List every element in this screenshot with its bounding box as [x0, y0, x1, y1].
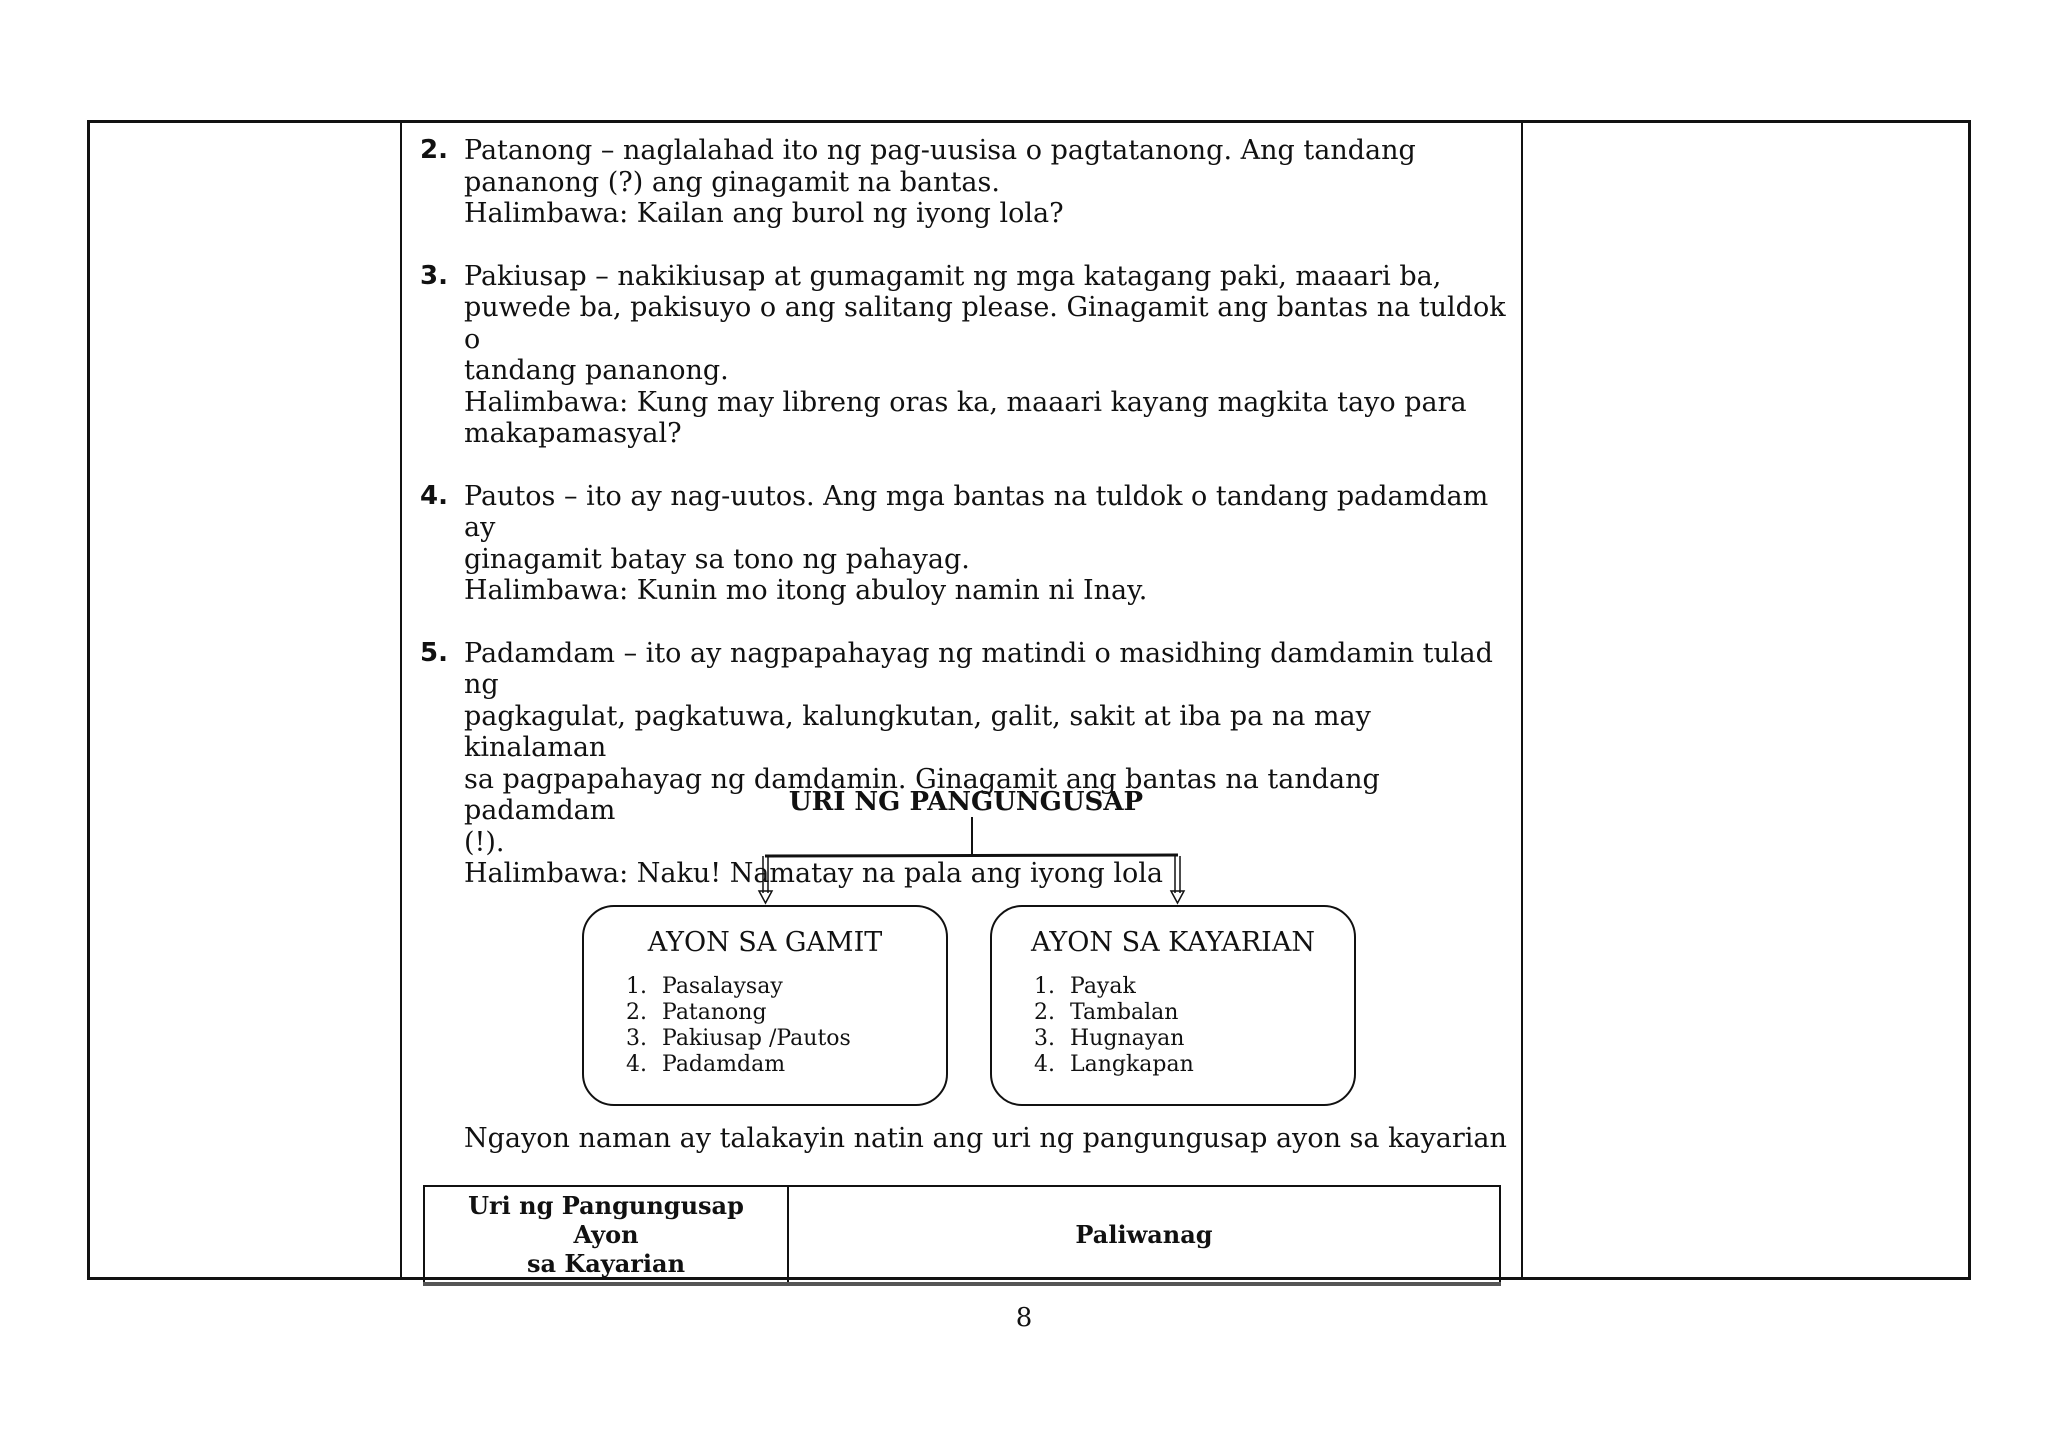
list-item: 1. Pasalaysay [654, 974, 946, 1000]
item-line: puwede ba, pakisuyo o ang salitang please. Ginagamit ang bantas na tuldok o [464, 292, 1506, 355]
list-item: 2. Tambalan [1062, 1000, 1354, 1026]
diagram-title: URI NG PANGUNGUSAP [788, 787, 1144, 817]
list-item: 3. Pakiusap /Pautos [654, 1026, 946, 1052]
transition-text: Ngayon naman ay talakayin natin ang uri ng pangungusap ayon sa kayarian [464, 1123, 1507, 1154]
item-line: Padamdam – ito ay nagpapahayag ng matindi o masidhing damdamin tulad ng [464, 637, 1493, 700]
list-item: 3. Hugnayan [1062, 1026, 1354, 1052]
box-title: AYON SA KAYARIAN [1031, 927, 1315, 958]
item-example: makapamasyal? [464, 418, 682, 449]
item-line: ginagamit batay sa tono ng pahayag. [464, 543, 970, 575]
table-header-row [424, 1186, 1500, 1284]
diagram-connector [420, 815, 1512, 905]
item-line: Pakiusap – nakikiusap at gumagamit ng mga katagang paki, maaari ba, [464, 260, 1442, 292]
item-line: Patanong – naglalahad ito ng pag-uusisa o pagtatanong. Ang tandang [464, 135, 1416, 166]
item-example: Halimbawa: Naku! Namatay na pala ang iyong lola [464, 858, 1164, 889]
column-divider-left [400, 123, 402, 1277]
item-line: sa pagpapahayag ng damdamin. Ginagamit ang bantas na tandang padamdam [464, 763, 1380, 826]
box-title: AYON SA GAMIT [647, 927, 883, 958]
list-item: 2. Patanong [654, 1000, 946, 1026]
list-item-patanong [420, 135, 1512, 230]
table-header-uri: Uri ng Pangungusap Ayon sa Kayarian [424, 1186, 788, 1284]
arrow-down-icon [759, 891, 772, 903]
item-line: tandang pananong. [464, 355, 729, 386]
item-number: 2. [420, 135, 448, 165]
item-number: 5. [420, 637, 448, 668]
item-line: pananong (?) ang ginagamit na bantas. [464, 166, 1000, 198]
column-divider-right [1521, 123, 1523, 1277]
item-line: pagkagulat, pagkatuwa, kalungkutan, galit, sakit at iba pa na may kinalaman [464, 700, 1371, 763]
table-header-paliwanag: Paliwanag [788, 1186, 1500, 1284]
item-number: 4. [420, 480, 448, 511]
list-item: 4. Langkapan [1062, 1052, 1354, 1078]
content-column [420, 135, 1512, 1278]
item-example: Halimbawa: Kunin mo itong abuloy namin ni Inay. [464, 575, 1148, 606]
box-ayon-sa-gamit [582, 905, 948, 1106]
item-example: Halimbawa: Kung may libreng oras ka, maaari kayang magkita tayo para [464, 386, 1467, 418]
kayarian-table [423, 1185, 1501, 1286]
item-line: Pautos – ito ay nag-uutos. Ang mga bantas na tuldok o tandang padamdam ay [464, 480, 1489, 543]
item-number: 3. [420, 260, 448, 291]
list-item-pautos [420, 481, 1512, 607]
list-item: 4. Padamdam [654, 1052, 946, 1078]
list-item: 1. Payak [1062, 974, 1354, 1000]
lesson-table [87, 120, 1971, 1280]
item-line: (!). [464, 826, 505, 858]
item-example: Halimbawa: Kailan ang burol ng iyong lola? [464, 198, 1064, 229]
box-ayon-sa-kayarian [990, 905, 1356, 1106]
box-list [584, 974, 946, 1078]
list-item-pakiusap [420, 261, 1512, 450]
box-list [992, 974, 1354, 1078]
page-number: 8 [1015, 1303, 1033, 1333]
arrow-down-icon [1171, 891, 1184, 903]
